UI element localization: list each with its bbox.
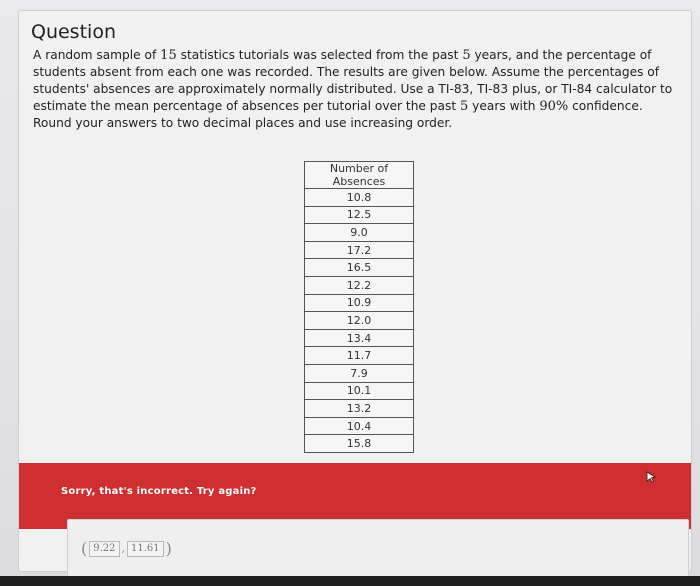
table-row [305,400,414,418]
table-cell: 10.9 [305,294,414,312]
table-row [305,189,414,207]
table-row [305,312,414,330]
table-row [305,382,414,400]
question-text-part: years with [468,99,540,113]
table-cell: 16.5 [305,259,414,277]
question-text-part: years, and the percentage of students absent from each one was recorded. The results are given below. Assume the percentages of students' absences are approximately normally distributed. Use a TI-83, TI-83 plus, or TI-84 calculator to estimate the mean percentage of absences per tutorial over the past [33,48,673,113]
question-text-part: confidence. Round your answers to two decimal places and use increasing order. [33,99,643,130]
table-row [305,435,414,453]
table-row [305,241,414,259]
feedback-message: Sorry, that's incorrect. Try again? [61,486,257,497]
table-cell: 9.0 [305,224,414,242]
table-row [305,259,414,277]
question-text [33,47,673,132]
table-row [305,294,414,312]
question-title: Question [31,21,116,43]
open-paren: ( [81,539,88,558]
table-cell: 15.8 [305,435,414,453]
upper-bound-input[interactable]: 11.61 [127,541,164,557]
table-cell: 7.9 [305,364,414,382]
sample-size-value: 15 [160,48,177,63]
table-row [305,276,414,294]
bottom-bar [0,576,700,586]
years-value: 5 [462,48,471,63]
confidence-value: 90% [539,99,569,114]
table-row [305,224,414,242]
table-cell: 10.8 [305,189,414,207]
question-text-part: A random sample of [33,48,161,62]
table-cell: 13.2 [305,400,414,418]
close-paren: ) [165,539,172,558]
table-row [305,417,414,435]
table-cell: 17.2 [305,241,414,259]
table-cell: 10.1 [305,382,414,400]
question-card [18,10,692,572]
lower-bound-input[interactable]: 9.22 [89,541,119,557]
table-row [305,364,414,382]
years-value: 5 [460,99,469,114]
absences-table-container [304,161,414,453]
question-text-part: statistics tutorials was selected from the past [176,48,463,62]
table-header: Number of Absences [305,162,414,189]
table-cell: 12.0 [305,312,414,330]
table-row [305,347,414,365]
comma-separator: , [121,542,126,555]
table-cell: 13.4 [305,329,414,347]
absences-table [304,161,414,453]
table-row [305,206,414,224]
table-cell: 12.2 [305,276,414,294]
cursor-icon [645,471,657,483]
table-cell: 12.5 [305,206,414,224]
table-cell: 11.7 [305,347,414,365]
table-cell: 10.4 [305,417,414,435]
answer-interval [81,539,172,558]
table-row [305,329,414,347]
